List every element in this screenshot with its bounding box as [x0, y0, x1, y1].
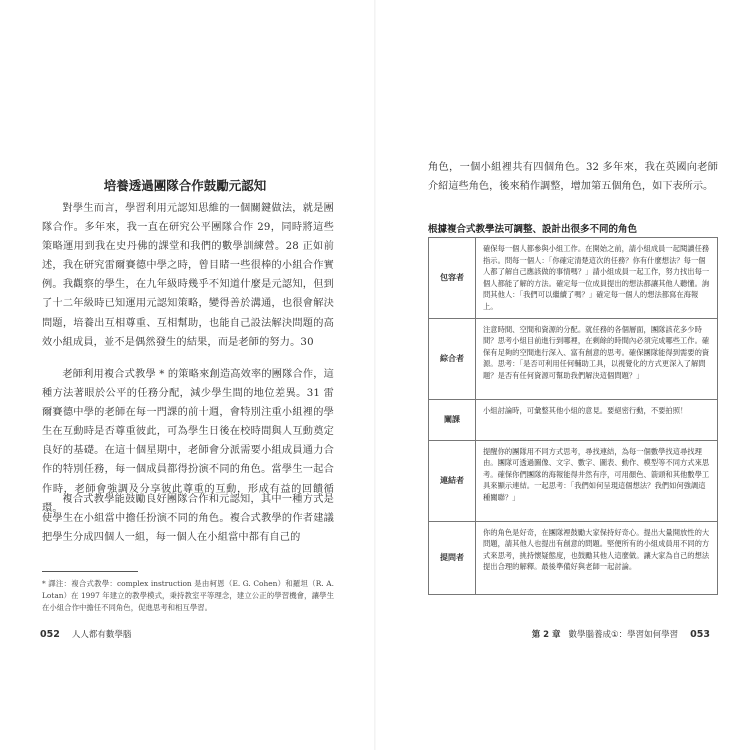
role-description: 注意時間、空間和資源的分配。就任務的各個層面，團隊該花多少時間？思考小組目前進行到哪裡，在剩餘的時間內必須完成哪些工作。確保有足夠的空間進行深入、富有創意的思考。確保團隊能得到需要的資源。思考：「是否可利用任何輔助工具，以視覺化的方式更深入了解問題？是否有任何資源可幫助我們解決這個問題？」 — [476, 318, 718, 399]
table-title: 根據複合式教學法可調整、設計出很多不同的角色 — [428, 224, 638, 235]
paragraph-text: 對學生而言，學習利用元認知思維的一個關鍵做法，就是團隊合作。多年來，我一直在研究公平團隊合作 29，同時將這些策略運用到我在史丹佛的課堂和我們的數學訓練營。28 正如前述，我在研究雷爾賽德中學之時，曾目睹一些很棒的小組合作實例。我觀察的學生，在九年級時幾乎不知道什麼是元認知，但到了十二年級時已知運用元認知策略，變得善於溝通，也很會解決問題，培養出互相尊重、互相幫助，也能自己設法解決問題的高效小組成員，並不是偶然發生的結果，而是老師的努力。30 — [42, 203, 334, 348]
right-intro-paragraph: 角色，一個小組裡共有四個角色。32 多年來，我在英國向老師介紹這些角色，後來稍作調整，增加第五個角色，如下表所示。 — [428, 162, 718, 193]
role-description: 小組討論時，可彙整其他小組的意見。要絕密行動，不要拍照！ — [476, 399, 718, 440]
roles-table — [428, 237, 718, 595]
role-name: 連結者 — [429, 440, 476, 521]
left-folio — [40, 628, 131, 640]
role-description: 你的角色是好奇，在團隊裡鼓勵大家保持好奇心。提出大量開放性的大問題，請其他人也提出有創意的問題。堅便所有的小組成員用不同的方式來思考，挑持懷疑態度，也鼓勵其他人這麼做。讓大家為自己的想法提出合理的解釋。最後準備好與老師一起討論。 — [476, 521, 718, 594]
table-row — [429, 399, 718, 440]
table-row — [429, 238, 718, 319]
paragraph-text: 複合式教學能鼓勵良好團隊合作和元認知，其中一種方式是使學生在小組當中擔任扮演不同的角色。複合式教學的作者建議把學生分成四個人一組，每一個人在小組當中都有自己的 — [42, 494, 334, 544]
footnote: * 譯注：複合式教學：complex instruction 是由柯恩（E. G. Cohen）和羅坦（R. A. Lotan）在 1997 年建立的教學模式，秉持教室平等理念，建立公正的學習機會，讓學生在小組合作中擔任不同角色，促進思考和相互學習。 — [42, 579, 334, 612]
right-folio — [532, 628, 710, 640]
role-name: 包容者 — [429, 238, 476, 319]
table-row — [429, 440, 718, 521]
page-number: 053 — [690, 629, 710, 640]
role-name: 闡課 — [429, 399, 476, 440]
table-row — [429, 521, 718, 594]
role-name: 綜合者 — [429, 318, 476, 399]
role-name: 提問者 — [429, 521, 476, 594]
running-title: 人人都有數學腦 — [71, 630, 132, 640]
page-number: 052 — [40, 629, 60, 640]
footnote-divider — [42, 571, 138, 572]
section-title: 培養透過團隊合作鼓勵元認知 — [103, 178, 267, 193]
body-paragraph-3 — [42, 490, 334, 547]
role-description: 提醒你的團隊用不同方式思考，尋找連結，為每一個數學找這尋找理由。團隊可透過圖像、文字、數字、圖表、動作、模型等不同方式來思考。確保你們團隊的海報能得井然有序，可用顏色、箭頭和其他數學工具來顯示連結。一起思考：「我們如何呈現這個想法？我們如何強調這種關聯？」 — [476, 440, 718, 521]
table-row — [429, 318, 718, 399]
running-title: 數學腦養成①：學習如何學習 — [568, 630, 679, 640]
body-paragraph-1 — [42, 199, 334, 352]
paragraph-text: 老師利用複合式教學 * 的策略來創造高效率的團隊合作，這種方法著眼於公平的任務分配，減少學生間的地位差異。31 雷爾賽德中學的老師在每一門課的前十週，會特別注重小組裡的學生在互動時是否尊重彼此，可為學生日後在校時間與人互動奠定良好的基礎。在這十個星期中，老師會分派需要小組成員通力合作的特別任務，每一個成員都得扮演不同的角色。當學生一起合作時，老師會強調及分享彼此尊重的互動，形成有益的回饋循環。 — [42, 369, 334, 514]
chapter-label: 第 2 章 — [531, 630, 561, 640]
role-description: 確保每一個人都參與小組工作。在開始之前，請小組成員一起閱讀任務指示。問每一個人：「你確定清楚這次的任務？你有什麼想法？每一個人都了解自己應該做的事情嗎？」請小組成員一起工作，努力找出每一個人都能了解的方法。確定每一位成員提出的想法都讓其他人聽懂。詢問其他人：「我們可以繼續了嗎？」確定每一個人的想法都寫在海報上。 — [476, 238, 718, 319]
